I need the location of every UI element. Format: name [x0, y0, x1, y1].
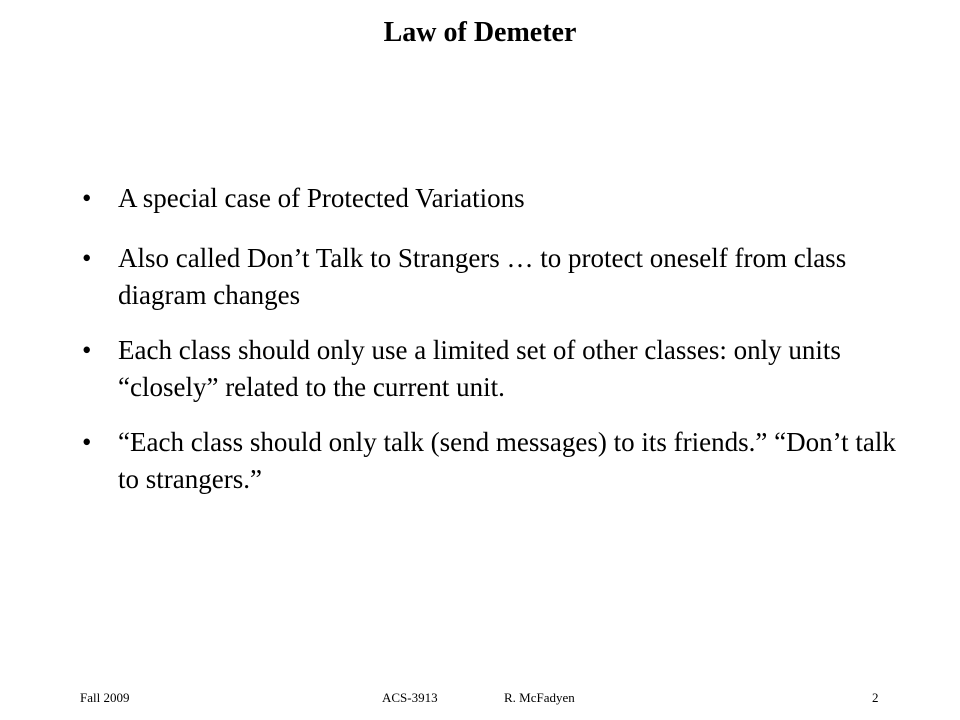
footer-page-number: 2 — [872, 690, 879, 705]
bullet-item — [80, 332, 920, 406]
footer-author: R. McFadyen — [504, 690, 575, 705]
bullet-marker: • — [82, 183, 92, 213]
bullet-text: Each class should only use a limited set of other classes: only units “closely” related to the current unit. — [118, 335, 841, 402]
bullet-text: Also called Don’t Talk to Strangers … to protect oneself from class diagram changes — [118, 243, 847, 310]
footer-course: ACS-3913 — [382, 690, 438, 705]
slide-title: Law of Demeter — [383, 17, 577, 48]
bullet-text: “Each class should only talk (send messages) to its friends.” “Don’t talk to strangers.” — [118, 427, 896, 494]
footer-term: Fall 2009 — [80, 690, 130, 705]
bullet-list — [80, 180, 920, 516]
bullet-text: A special case of Protected Variations — [118, 183, 525, 213]
bullet-marker: • — [82, 427, 92, 457]
bullet-marker: • — [82, 335, 92, 365]
bullet-marker: • — [82, 243, 92, 273]
bullet-item — [80, 240, 920, 314]
bullet-item — [80, 424, 920, 498]
bullet-item — [80, 180, 920, 217]
